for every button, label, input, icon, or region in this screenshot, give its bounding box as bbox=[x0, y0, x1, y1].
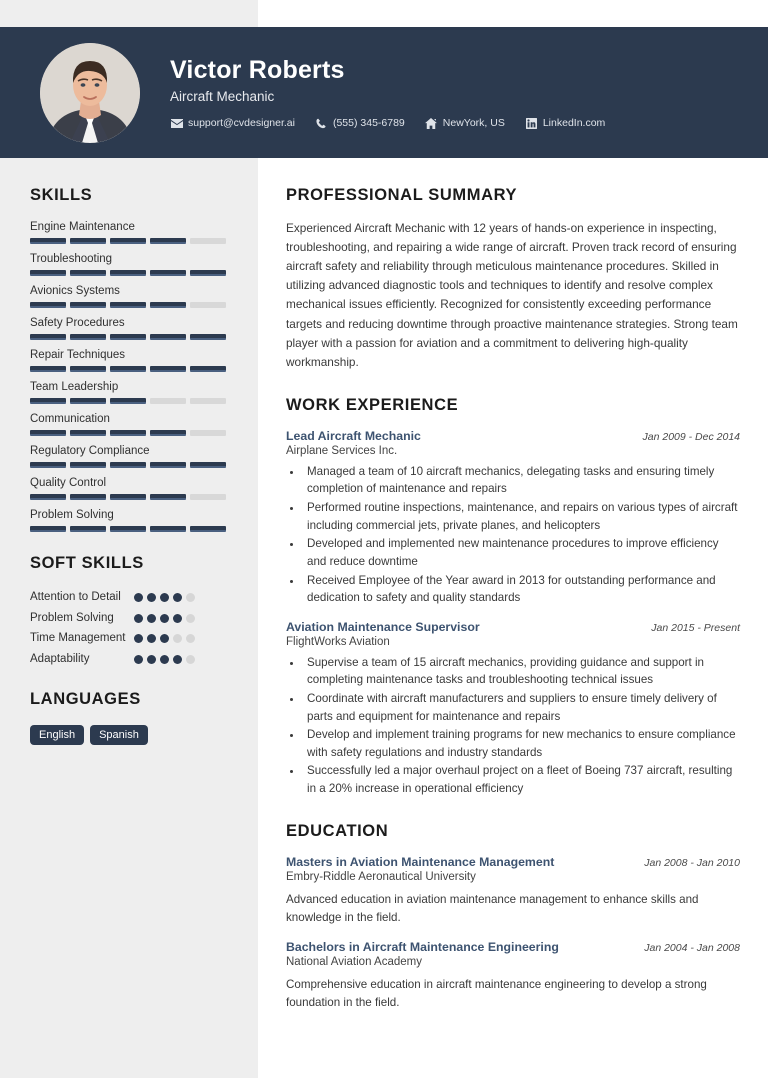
soft-skill-rating bbox=[134, 589, 196, 602]
top-strip bbox=[0, 0, 768, 27]
skills-section-title: SKILLS bbox=[30, 186, 93, 204]
skill-segment bbox=[150, 398, 186, 404]
skill-label: Safety Procedures bbox=[30, 317, 125, 329]
skill-segment bbox=[30, 430, 66, 436]
skill-segment bbox=[30, 238, 66, 244]
experience-entry-header bbox=[286, 620, 740, 634]
soft-skill-dot bbox=[186, 655, 195, 664]
soft-skills-section bbox=[30, 554, 226, 668]
resume-header bbox=[0, 27, 768, 158]
education-organization: National Aviation Academy bbox=[286, 955, 422, 968]
education-date: Jan 2008 - Jan 2010 bbox=[644, 856, 740, 869]
contact-phone[interactable] bbox=[315, 117, 405, 129]
education-section bbox=[286, 822, 740, 1012]
contact-email[interactable] bbox=[170, 117, 295, 129]
skill-segment bbox=[30, 494, 66, 500]
skill-segment bbox=[190, 238, 226, 244]
skill-item bbox=[30, 509, 226, 532]
skill-bar bbox=[30, 238, 226, 244]
skill-segment bbox=[150, 270, 186, 276]
experience-bullet: • Supervise a team of 15 aircraft mechanics, providing guidance and support in completing maintenance tasks and troubleshooting technical issues bbox=[303, 654, 740, 689]
soft-skill-item bbox=[30, 630, 226, 647]
soft-skill-dot bbox=[147, 593, 156, 602]
skill-segment bbox=[150, 494, 186, 500]
experience-organization: Airplane Services Inc. bbox=[286, 444, 398, 457]
skill-item bbox=[30, 317, 226, 340]
skill-segment bbox=[70, 238, 106, 244]
job-role: Aircraft Mechanic bbox=[170, 89, 275, 105]
soft-skill-dot bbox=[186, 593, 195, 602]
soft-skill-label: Time Management bbox=[30, 632, 126, 645]
sidebar bbox=[0, 158, 258, 1078]
soft-skill-dot bbox=[134, 655, 143, 664]
experience-bullet: • Successfully led a major overhaul project on a fleet of Boeing 737 aircraft, resulting in a 20% increase in operational efficiency bbox=[303, 762, 740, 797]
education-entry bbox=[286, 940, 740, 1012]
soft-skill-dot bbox=[160, 634, 169, 643]
skill-segment bbox=[110, 430, 146, 436]
skill-segment bbox=[190, 462, 226, 468]
experience-section bbox=[286, 396, 740, 798]
skill-label: Troubleshooting bbox=[30, 253, 113, 265]
skill-item bbox=[30, 221, 226, 244]
skill-item bbox=[30, 445, 226, 468]
skill-segment bbox=[70, 270, 106, 276]
skill-item bbox=[30, 477, 226, 500]
experience-title: Aviation Maintenance Supervisor bbox=[286, 619, 480, 634]
skill-bar bbox=[30, 526, 226, 532]
skill-segment bbox=[70, 302, 106, 308]
avatar bbox=[40, 43, 140, 143]
education-title: Masters in Aviation Maintenance Management bbox=[286, 854, 555, 869]
experience-bullet: • Develop and implement training programs for new mechanics to ensure compliance with safety regulations and industry standards bbox=[303, 726, 740, 761]
skill-segment bbox=[30, 398, 66, 404]
soft-skill-dot bbox=[147, 655, 156, 664]
education-entry bbox=[286, 855, 740, 927]
experience-bullet: • Developed and implemented new maintenance procedures to improve efficiency and reduce downtime bbox=[303, 535, 740, 570]
skill-segment bbox=[190, 270, 226, 276]
experience-bullet: • Managed a team of 10 aircraft mechanics, delegating tasks and ensuring timely completion of maintenance and repairs bbox=[303, 463, 740, 498]
soft-skill-label: Adaptability bbox=[30, 653, 90, 666]
soft-skill-dot bbox=[186, 614, 195, 623]
soft-skill-dot bbox=[134, 634, 143, 643]
skill-bar bbox=[30, 430, 226, 436]
skill-bar bbox=[30, 462, 226, 468]
skill-bar bbox=[30, 366, 226, 372]
contact-linkedin-text: LinkedIn.com bbox=[542, 117, 606, 130]
experience-entry-header bbox=[286, 429, 740, 443]
skill-label: Quality Control bbox=[30, 477, 107, 489]
soft-skill-rating bbox=[134, 610, 196, 623]
skill-segment bbox=[30, 302, 66, 308]
soft-skill-item bbox=[30, 651, 226, 668]
skill-segment bbox=[190, 430, 226, 436]
skill-segment bbox=[110, 302, 146, 308]
summary-section-title: PROFESSIONAL SUMMARY bbox=[286, 186, 518, 204]
soft-skills-list bbox=[30, 589, 226, 668]
education-section-title: EDUCATION bbox=[286, 821, 389, 840]
skill-segment bbox=[190, 334, 226, 340]
skill-label: Regulatory Compliance bbox=[30, 445, 150, 457]
experience-date: Jan 2009 - Dec 2014 bbox=[642, 430, 740, 443]
skill-segment bbox=[70, 398, 106, 404]
soft-skill-dot bbox=[147, 614, 156, 623]
skill-segment bbox=[110, 238, 146, 244]
contact-location-text: NewYork, US bbox=[442, 117, 505, 130]
skill-bar bbox=[30, 270, 226, 276]
soft-skill-dot bbox=[160, 655, 169, 664]
education-description: Advanced education in aviation maintenance management to enhance skills and knowledge in the field. bbox=[286, 892, 699, 924]
education-entry-header bbox=[286, 940, 740, 954]
page-title: Victor Roberts bbox=[170, 55, 345, 84]
experience-section-title: WORK EXPERIENCE bbox=[286, 395, 459, 414]
linkedin-icon bbox=[525, 118, 538, 129]
resume-body bbox=[0, 158, 768, 1078]
main-column bbox=[258, 158, 768, 1078]
education-list bbox=[286, 855, 740, 1012]
soft-skill-dot bbox=[134, 614, 143, 623]
soft-skill-dot bbox=[186, 634, 195, 643]
contact-linkedin[interactable] bbox=[525, 117, 605, 129]
language-badge[interactable]: English bbox=[30, 725, 84, 745]
skill-segment bbox=[70, 430, 106, 436]
top-strip-sidebar-fill bbox=[0, 0, 258, 27]
skill-segment bbox=[110, 462, 146, 468]
skill-segment bbox=[70, 526, 106, 532]
soft-skill-label: Attention to Detail bbox=[30, 591, 121, 603]
soft-skill-label: Problem Solving bbox=[30, 611, 114, 624]
skill-bar bbox=[30, 494, 226, 500]
skill-segment bbox=[190, 398, 226, 404]
phone-icon bbox=[315, 118, 328, 129]
soft-skill-dot bbox=[160, 593, 169, 602]
experience-bullet-list bbox=[303, 654, 740, 798]
skill-segment bbox=[110, 494, 146, 500]
skill-item bbox=[30, 253, 226, 276]
languages-section-title: LANGUAGES bbox=[30, 689, 141, 708]
skill-item bbox=[30, 413, 226, 436]
experience-entry bbox=[286, 429, 740, 607]
skill-segment bbox=[190, 526, 226, 532]
skill-segment bbox=[30, 366, 66, 372]
skill-label: Communication bbox=[30, 413, 110, 425]
email-icon bbox=[170, 118, 183, 129]
skill-segment bbox=[30, 526, 66, 532]
location-icon bbox=[425, 118, 438, 129]
skill-label: Avionics Systems bbox=[30, 285, 120, 297]
soft-skill-dot bbox=[173, 593, 182, 602]
soft-skill-dot bbox=[173, 655, 182, 664]
skill-bar bbox=[30, 398, 226, 404]
soft-skill-dot bbox=[173, 634, 182, 643]
education-description: Comprehensive education in aircraft maintenance engineering to develop a strong foundation in the field. bbox=[286, 977, 707, 1009]
soft-skill-dot bbox=[160, 614, 169, 623]
skill-segment bbox=[150, 526, 186, 532]
summary-text: Experienced Aircraft Mechanic with 12 years of hands-on experience in inspecting, troubleshooting, and repairing a wide range of aircraft. Proven track record of ensuring aircraft safety and reliability through meticulous maintenance procedures. Skilled in utilizing advanced diagnostic tools and techniques to identify and resolve complex mechanical issues efficiently. Recognized for consistently exceeding performance targets and reducing downtime through proactive maintenance strategies. Strong team player with a passion for aviation and a commitment to delivering high-quality workmanship. bbox=[286, 221, 738, 369]
skill-segment bbox=[70, 366, 106, 372]
skill-segment bbox=[110, 366, 146, 372]
soft-skill-rating bbox=[134, 630, 196, 643]
experience-bullet-list bbox=[303, 463, 740, 607]
language-badge[interactable]: Spanish bbox=[90, 725, 148, 745]
experience-bullet: • Coordinate with aircraft manufacturers and suppliers to ensure timely delivery of parts and equipment for maintenance and repairs bbox=[303, 690, 740, 725]
contact-email-text: support@cvdesigner.ai bbox=[188, 117, 295, 130]
skill-bar bbox=[30, 334, 226, 340]
experience-bullet: • Received Employee of the Year award in 2013 for outstanding performance and dedication to safety and quality standards bbox=[303, 572, 740, 607]
skill-item bbox=[30, 285, 226, 308]
experience-organization: FlightWorks Aviation bbox=[286, 635, 390, 648]
skills-list bbox=[30, 221, 226, 532]
soft-skill-item bbox=[30, 610, 226, 627]
education-entry-header bbox=[286, 855, 740, 869]
skill-segment bbox=[190, 494, 226, 500]
skill-segment bbox=[150, 430, 186, 436]
soft-skill-dot bbox=[173, 614, 182, 623]
contact-phone-text: (555) 345-6789 bbox=[332, 117, 405, 130]
skill-segment bbox=[110, 334, 146, 340]
soft-skills-section-title: SOFT SKILLS bbox=[30, 554, 144, 572]
soft-skill-dot bbox=[134, 593, 143, 602]
skill-segment bbox=[70, 494, 106, 500]
skill-segment bbox=[150, 462, 186, 468]
skill-label: Engine Maintenance bbox=[30, 221, 135, 233]
skill-label: Problem Solving bbox=[30, 509, 114, 521]
experience-list bbox=[286, 429, 740, 798]
skill-segment bbox=[150, 302, 186, 308]
skill-segment bbox=[70, 462, 106, 468]
soft-skill-item bbox=[30, 589, 226, 606]
skills-section bbox=[30, 186, 226, 532]
skill-label: Repair Techniques bbox=[30, 349, 126, 361]
skill-segment bbox=[190, 302, 226, 308]
skill-segment bbox=[30, 334, 66, 340]
skill-segment bbox=[190, 366, 226, 372]
skill-segment bbox=[110, 526, 146, 532]
education-date: Jan 2004 - Jan 2008 bbox=[644, 941, 740, 954]
header-text bbox=[170, 56, 605, 130]
experience-date: Jan 2015 - Present bbox=[651, 621, 740, 634]
skill-segment bbox=[110, 398, 146, 404]
skill-bar bbox=[30, 302, 226, 308]
skill-label: Team Leadership bbox=[30, 381, 119, 393]
education-title: Bachelors in Aircraft Maintenance Engineering bbox=[286, 939, 559, 954]
experience-entry bbox=[286, 620, 740, 798]
contact-location[interactable] bbox=[425, 117, 505, 129]
languages-section bbox=[30, 690, 226, 745]
skill-item bbox=[30, 349, 226, 372]
contact-list bbox=[170, 117, 605, 129]
experience-bullet: • Performed routine inspections, maintenance, and repairs on various types of aircraft including commercial jets, private planes, and helicopters bbox=[303, 499, 740, 534]
skill-segment bbox=[30, 270, 66, 276]
skill-segment bbox=[150, 238, 186, 244]
soft-skill-rating bbox=[134, 651, 196, 664]
skill-item bbox=[30, 381, 226, 404]
skill-segment bbox=[70, 334, 106, 340]
skill-segment bbox=[150, 366, 186, 372]
education-organization: Embry-Riddle Aeronautical University bbox=[286, 870, 476, 883]
summary-section bbox=[286, 186, 740, 372]
soft-skill-dot bbox=[147, 634, 156, 643]
languages-list bbox=[30, 725, 226, 745]
experience-title: Lead Aircraft Mechanic bbox=[286, 428, 421, 443]
skill-segment bbox=[30, 462, 66, 468]
skill-segment bbox=[110, 270, 146, 276]
skill-segment bbox=[150, 334, 186, 340]
